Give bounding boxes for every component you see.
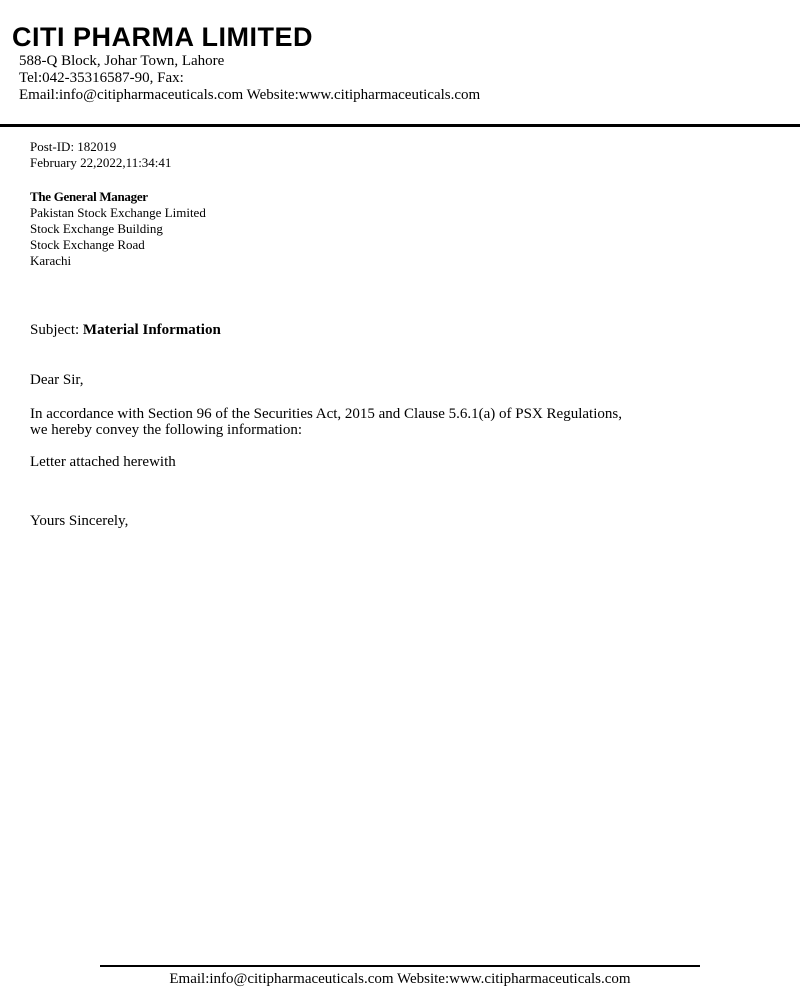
footer-divider [100, 965, 700, 967]
page-footer [0, 965, 800, 988]
subject-label: Subject: [30, 322, 83, 338]
closing: Yours Sincerely, [30, 513, 129, 529]
post-id: Post-ID: 182019 [30, 139, 117, 154]
company-contact: Email:info@citipharmaceuticals.com Website:www.citipharmaceuticals.com [19, 87, 481, 103]
salutation: Dear Sir, [30, 372, 84, 388]
letterhead [0, 0, 800, 104]
recipient-line: Stock Exchange Building [30, 221, 163, 236]
company-name: CITI PHARMA LIMITED [12, 22, 313, 52]
body-paragraph-line: In accordance with Section 96 of the Securities Act, 2015 and Clause 5.6.1(a) of PSX Regulations, [30, 406, 622, 422]
recipient-title: The General Manager [30, 189, 148, 204]
attachment-note: Letter attached herewith [30, 454, 176, 470]
footer-contact: Email:info@citipharmaceuticals.com Website:www.citipharmaceuticals.com [169, 971, 631, 987]
recipient-line: Karachi [30, 253, 72, 268]
recipient-line: Pakistan Stock Exchange Limited [30, 205, 206, 220]
body-paragraph [30, 406, 710, 438]
letter-datetime: February 22,2022,11:34:41 [30, 154, 172, 170]
subject-line [30, 322, 800, 339]
company-address: 588-Q Block, Johar Town, Lahore [19, 53, 225, 69]
letter-body [0, 127, 800, 530]
recipient-line: Stock Exchange Road [30, 237, 145, 252]
subject-value: Material Information [82, 322, 221, 338]
recipient-block [30, 189, 800, 269]
company-tel-fax: Tel:042-35316587-90, Fax: [19, 70, 184, 86]
body-paragraph-line: we hereby convey the following information: [30, 422, 303, 438]
